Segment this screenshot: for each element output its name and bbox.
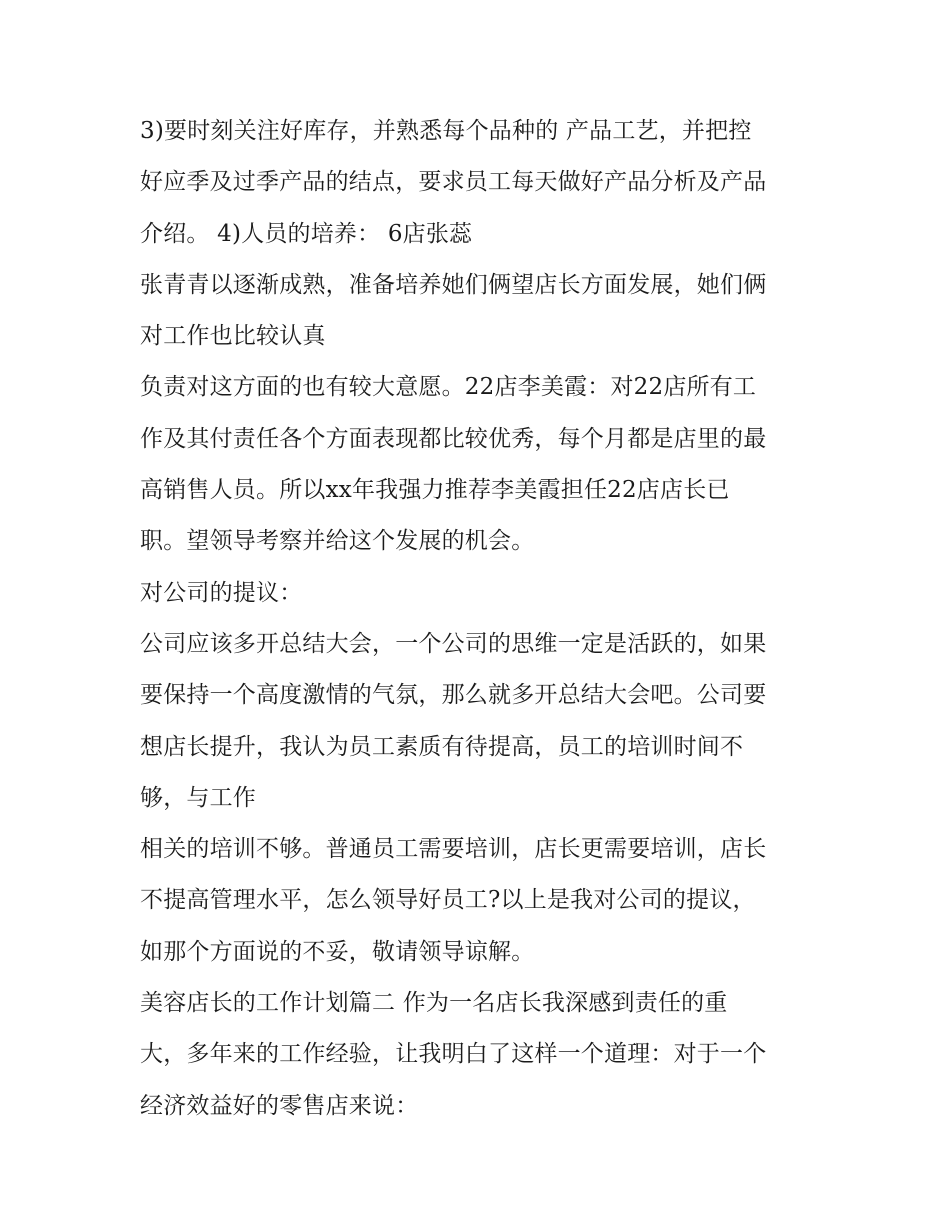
text-line: 经济效益好的零售店来说： [140,1092,419,1119]
text-line: 3)要时刻关注好库存，并熟悉每个品种的 产品工艺，并把控 [140,118,752,144]
text-line: 美容店长的工作计划篇二 作为一名店长我深感到责任的重 [140,990,728,1017]
text-line: 介绍。 4)人员的培养： 6店张蕊 [140,220,473,247]
text-line: 大，多年来的工作经验，让我明白了这样一个道理：对于一个 [140,1041,767,1068]
text-line: 高销售人员。所以xx年我强力推荐李美霞担任22店店长已 [140,477,730,504]
text-line: 好应季及过季产品的结点，要求员工每天做好产品分析及产品 [140,169,767,196]
text-line: 负责对这方面的也有较大意愿。22店李美霞：对22店所有工 [140,374,757,401]
text-line: 如那个方面说的不妥，敬请领导谅解。 [140,938,535,965]
text-line: 职。望领导考察并给这个发展的机会。 [140,528,535,555]
text-line: 够，与工作 [140,784,256,811]
text-line: 作及其付责任各个方面表现都比较优秀，每个月都是店里的最 [140,425,767,452]
text-line: 张青青以逐渐成熟，准备培养她们俩望店长方面发展，她们俩 [140,271,767,298]
text-line: 公司应该多开总结大会，一个公司的思维一定是活跃的，如果 [140,630,767,657]
text-line: 不提高管理水平，怎么领导好员工?以上是我对公司的提议， [140,887,756,914]
text-line: 想店长提升，我认为员工素质有待提高，员工的培训时间不 [140,733,744,760]
document-body [140,106,840,1132]
text-line: 要保持一个高度激情的气氛，那么就多开总结大会吧。公司要 [140,682,767,709]
text-line: 相关的培训不够。普通员工需要培训，店长更需要培训，店长 [140,836,767,863]
section-heading: 对公司的提议： [140,579,303,606]
text-line: 对工作也比较认真 [140,323,326,350]
